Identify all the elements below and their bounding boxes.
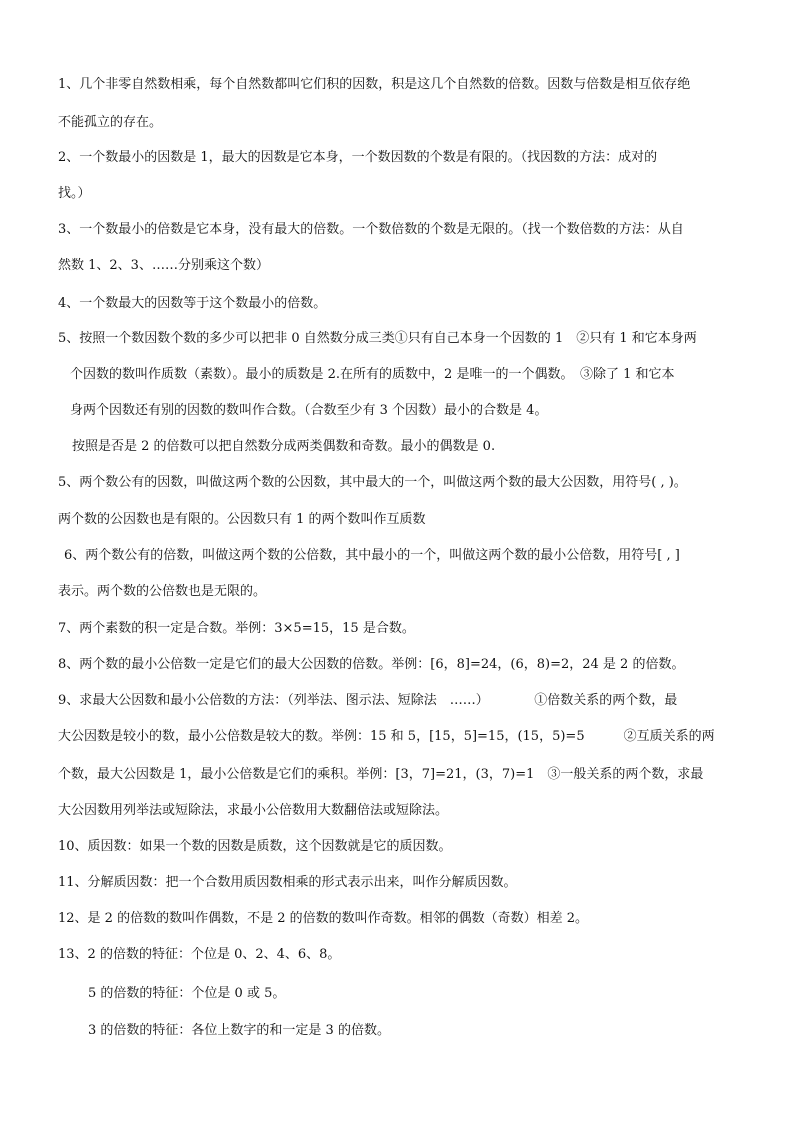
text-line: 8、两个数的最小公倍数一定是它们的最大公因数的倍数。举例：[6，8]=24，(6，8)=2，24 是 2 的倍数。 bbox=[58, 657, 685, 672]
text-line: 3、一个数最小的倍数是它本身，没有最大的倍数。一个数倍数的个数是无限的。（找一个数倍数的方法：从自 bbox=[58, 222, 684, 237]
text-line: 表示。两个数的公倍数也是无限的。 bbox=[58, 584, 267, 599]
text-line: 12、是 2 的倍数的数叫作偶数，不是 2 的倍数的数叫作奇数。相邻的偶数（奇数）相差 2。 bbox=[58, 911, 589, 926]
text-line: 13、2 的倍数的特征：个位是 0、2、4、6、8。 bbox=[58, 947, 341, 962]
text-line: 11、分解质因数：把一个合数用质因数相乘的形式表示出来，叫作分解质因数。 bbox=[58, 875, 517, 890]
text-line: 不能孤立的存在。 bbox=[58, 115, 163, 130]
text-line: 两个数的公因数也是有限的。公因数只有 1 的两个数叫作互质数 bbox=[58, 512, 426, 527]
text-line: 找。） bbox=[58, 186, 91, 201]
text-line: 个数，最大公因数是 1，最小公倍数是它们的乘积。举例：[3，7]=21，(3，7)=1 ③一般关系的两个数，求最 bbox=[58, 767, 704, 782]
text-line: 4、一个数最大的因数等于这个数最小的倍数。 bbox=[58, 296, 327, 311]
text-line: 个因数的数叫作质数（素数）。最小的质数是 2.在所有的质数中，2 是唯一的一个偶数。 ③除了 1 和它本 bbox=[70, 367, 675, 382]
text-line: 5 的倍数的特征：个位是 0 或 5。 bbox=[88, 986, 286, 1001]
text-line: 2、一个数最小的因数是 1，最大的因数是它本身，一个数因数的个数是有限的。（找因数的方法：成对的 bbox=[58, 150, 658, 165]
text-line: 5、按照一个数因数个数的多少可以把非 0 自然数分成三类①只有自己本身一个因数的 1 ②只有 1 和它本身两 bbox=[58, 331, 697, 346]
text-line: 1、几个非零自然数相乘，每个自然数都叫它们积的因数，积是这几个自然数的倍数。因数与倍数是相互依存绝 bbox=[58, 77, 691, 92]
text-line: 然数 1、2、3、……分别乘这个数） bbox=[58, 258, 269, 273]
text-line: 大公因数用列举法或短除法，求最小公倍数用大数翻倍法或短除法。 bbox=[58, 803, 449, 818]
text-line: 按照是否是 2 的倍数可以把自然数分成两类偶数和奇数。最小的偶数是 0. bbox=[72, 439, 496, 454]
text-line: 10、质因数：如果一个数的因数是质数，这个因数就是它的质因数。 bbox=[58, 839, 452, 854]
text-line: 7、两个素数的积一定是合数。举例：3×5=15，15 是合数。 bbox=[58, 621, 415, 636]
text-line: 3 的倍数的特征：各位上数字的和一定是 3 的倍数。 bbox=[88, 1023, 390, 1038]
text-line: 身两个因数还有别的因数的数叫作合数。（合数至少有 3 个因数）最小的合数是 4。 bbox=[70, 403, 548, 418]
text-line: 大公因数是较小的数，最小公倍数是较大的数。举例：15 和 5，[15，5]=15，(15，5)=5 ②互质关系的两 bbox=[58, 729, 715, 744]
text-line: 6、两个数公有的倍数，叫做这两个数的公倍数，其中最小的一个，叫做这两个数的最小公倍数，用符号[ , ] bbox=[64, 548, 680, 563]
text-line: 9、求最大公因数和最小公倍数的方法：（列举法、图示法、短除法 ……） ①倍数关系的两个数，最 bbox=[58, 693, 678, 708]
text-line: 5、两个数公有的因数，叫做这两个数的公因数，其中最大的一个，叫做这两个数的最大公因数，用符号( , )。 bbox=[58, 475, 687, 490]
